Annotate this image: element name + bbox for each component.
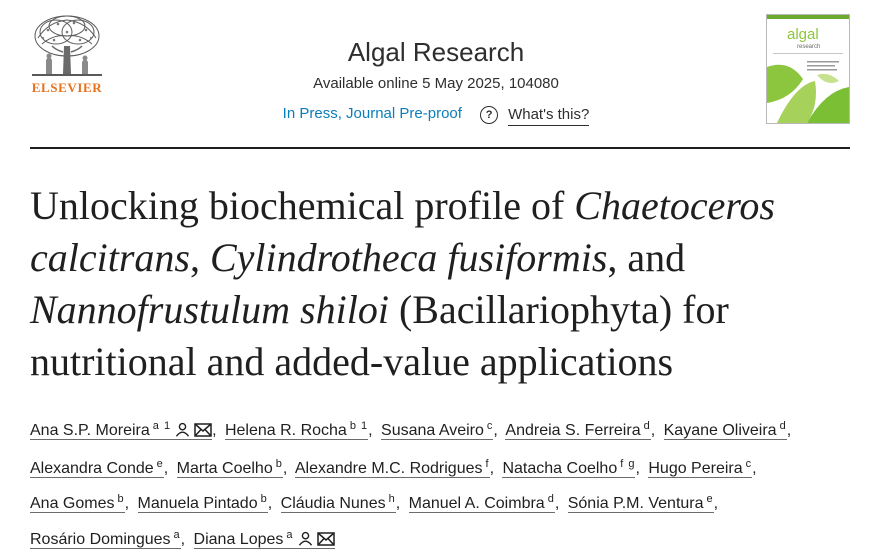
affiliation-marker: e xyxy=(707,493,714,505)
author-link[interactable] xyxy=(295,460,490,478)
available-online-date: Available online 5 May 2025, 104080 xyxy=(236,74,636,94)
affiliation-marker: e xyxy=(157,458,164,470)
author-item xyxy=(409,495,564,512)
author-item xyxy=(177,460,292,477)
author-link[interactable] xyxy=(30,495,125,513)
author-separator: , xyxy=(635,460,639,477)
author-list xyxy=(30,411,858,557)
journal-cover-image[interactable] xyxy=(766,14,850,124)
author-separator: , xyxy=(164,460,168,477)
author-item xyxy=(295,460,498,477)
author-item xyxy=(281,495,405,512)
author-name: Kayane Oliveira xyxy=(664,422,777,439)
author-item xyxy=(648,460,760,477)
author-name: Sónia P.M. Ventura xyxy=(568,495,704,512)
species-name: Chaetoceros calcitrans xyxy=(30,183,775,280)
affiliation-marker: h xyxy=(389,493,396,505)
author-separator: , xyxy=(555,495,559,512)
author-name: Rosário Domingues xyxy=(30,531,171,548)
author-separator: , xyxy=(651,422,655,439)
author-link[interactable] xyxy=(505,422,650,440)
author-item xyxy=(502,460,643,477)
author-link[interactable] xyxy=(30,531,181,549)
author-name: Manuela Pintado xyxy=(138,495,258,512)
journal-name[interactable]: Algal Research xyxy=(236,36,636,68)
affiliation-marker: d xyxy=(548,493,555,505)
author-name: Natacha Coelho xyxy=(502,460,617,477)
cover-title: algal xyxy=(787,26,819,43)
title-text: , xyxy=(190,235,210,280)
person-icon xyxy=(298,527,313,557)
cover-subtitle: research xyxy=(797,44,820,50)
author-separator: , xyxy=(787,422,791,439)
author-name: Helena R. Rocha xyxy=(225,422,347,439)
author-separator: , xyxy=(181,531,185,548)
author-separator: , xyxy=(714,495,718,512)
affiliation-marker: c xyxy=(746,458,753,470)
affiliation-marker: a xyxy=(174,529,181,541)
author-item xyxy=(225,422,377,439)
affiliation-marker: d xyxy=(644,420,651,432)
author-name: Manuel A. Coimbra xyxy=(409,495,545,512)
author-item xyxy=(30,460,172,477)
header-divider xyxy=(30,147,850,149)
author-name: Ana Gomes xyxy=(30,495,114,512)
title-text: , and xyxy=(607,235,685,280)
affiliation-marker: b xyxy=(276,458,283,470)
author-link[interactable] xyxy=(381,422,493,440)
author-name: Alexandre M.C. Rodrigues xyxy=(295,460,483,477)
author-link[interactable] xyxy=(30,460,164,478)
elsevier-tree-logo-icon xyxy=(28,12,106,82)
affiliation-marker: b xyxy=(261,493,268,505)
author-name: Alexandra Conde xyxy=(30,460,154,477)
affiliation-marker: d xyxy=(780,420,787,432)
species-name: Nannofrustulum shiloi xyxy=(30,287,389,332)
author-separator: , xyxy=(752,460,756,477)
title-text: Unlocking biochemical profile of xyxy=(30,183,574,228)
affiliation-marker: a 1 xyxy=(153,420,171,432)
author-item xyxy=(30,422,221,439)
author-separator: , xyxy=(493,422,497,439)
author-separator: , xyxy=(212,422,216,439)
author-item xyxy=(30,531,189,548)
help-circle-icon: ? xyxy=(480,106,498,124)
author-item xyxy=(194,531,339,548)
author-name: Marta Coelho xyxy=(177,460,273,477)
article-title xyxy=(30,180,860,388)
mail-icon xyxy=(317,527,335,557)
author-link[interactable] xyxy=(281,495,396,513)
author-name: Cláudia Nunes xyxy=(281,495,386,512)
author-separator: , xyxy=(268,495,272,512)
author-separator: , xyxy=(396,495,400,512)
author-link[interactable] xyxy=(502,460,635,478)
author-link[interactable] xyxy=(568,495,714,513)
author-item xyxy=(505,422,659,439)
affiliation-marker: f xyxy=(486,458,490,470)
author-link[interactable] xyxy=(30,422,212,440)
author-name: Hugo Pereira xyxy=(648,460,742,477)
author-item xyxy=(664,422,796,439)
author-item xyxy=(381,422,502,439)
whats-this-label: What's this? xyxy=(508,105,589,126)
author-separator: , xyxy=(490,460,494,477)
publisher-name: ELSEVIER xyxy=(28,80,106,96)
author-name: Ana S.P. Moreira xyxy=(30,422,150,439)
status-link[interactable]: In Press, Journal Pre-proof xyxy=(283,105,462,122)
mail-icon xyxy=(194,418,212,449)
affiliation-marker: f g xyxy=(620,458,635,470)
journal-block xyxy=(236,36,636,126)
author-link[interactable] xyxy=(177,460,283,478)
affiliation-marker: c xyxy=(487,420,494,432)
author-link[interactable] xyxy=(409,495,555,513)
author-separator: , xyxy=(368,422,372,439)
person-icon xyxy=(175,418,190,449)
author-name: Susana Aveiro xyxy=(381,422,484,439)
author-link[interactable] xyxy=(664,422,787,440)
affiliation-marker: b 1 xyxy=(350,420,368,432)
affiliation-marker: a xyxy=(286,529,293,541)
author-separator: , xyxy=(125,495,129,512)
status-row xyxy=(236,104,636,126)
author-link[interactable] xyxy=(648,460,752,478)
author-link[interactable] xyxy=(194,531,335,549)
author-link[interactable] xyxy=(138,495,268,513)
species-name: Cylindrotheca fusiformis xyxy=(210,235,607,280)
author-name: Diana Lopes xyxy=(194,531,284,548)
affiliation-marker: b xyxy=(117,493,124,505)
author-separator: , xyxy=(283,460,287,477)
whats-this-button[interactable] xyxy=(480,105,589,126)
author-item xyxy=(30,495,133,512)
author-link[interactable] xyxy=(225,422,368,440)
author-item xyxy=(568,495,722,512)
author-item xyxy=(138,495,277,512)
title-text: (Bacillariophyta) for nutritional and added-value applications xyxy=(30,287,729,384)
author-name: Andreia S. Ferreira xyxy=(505,422,640,439)
